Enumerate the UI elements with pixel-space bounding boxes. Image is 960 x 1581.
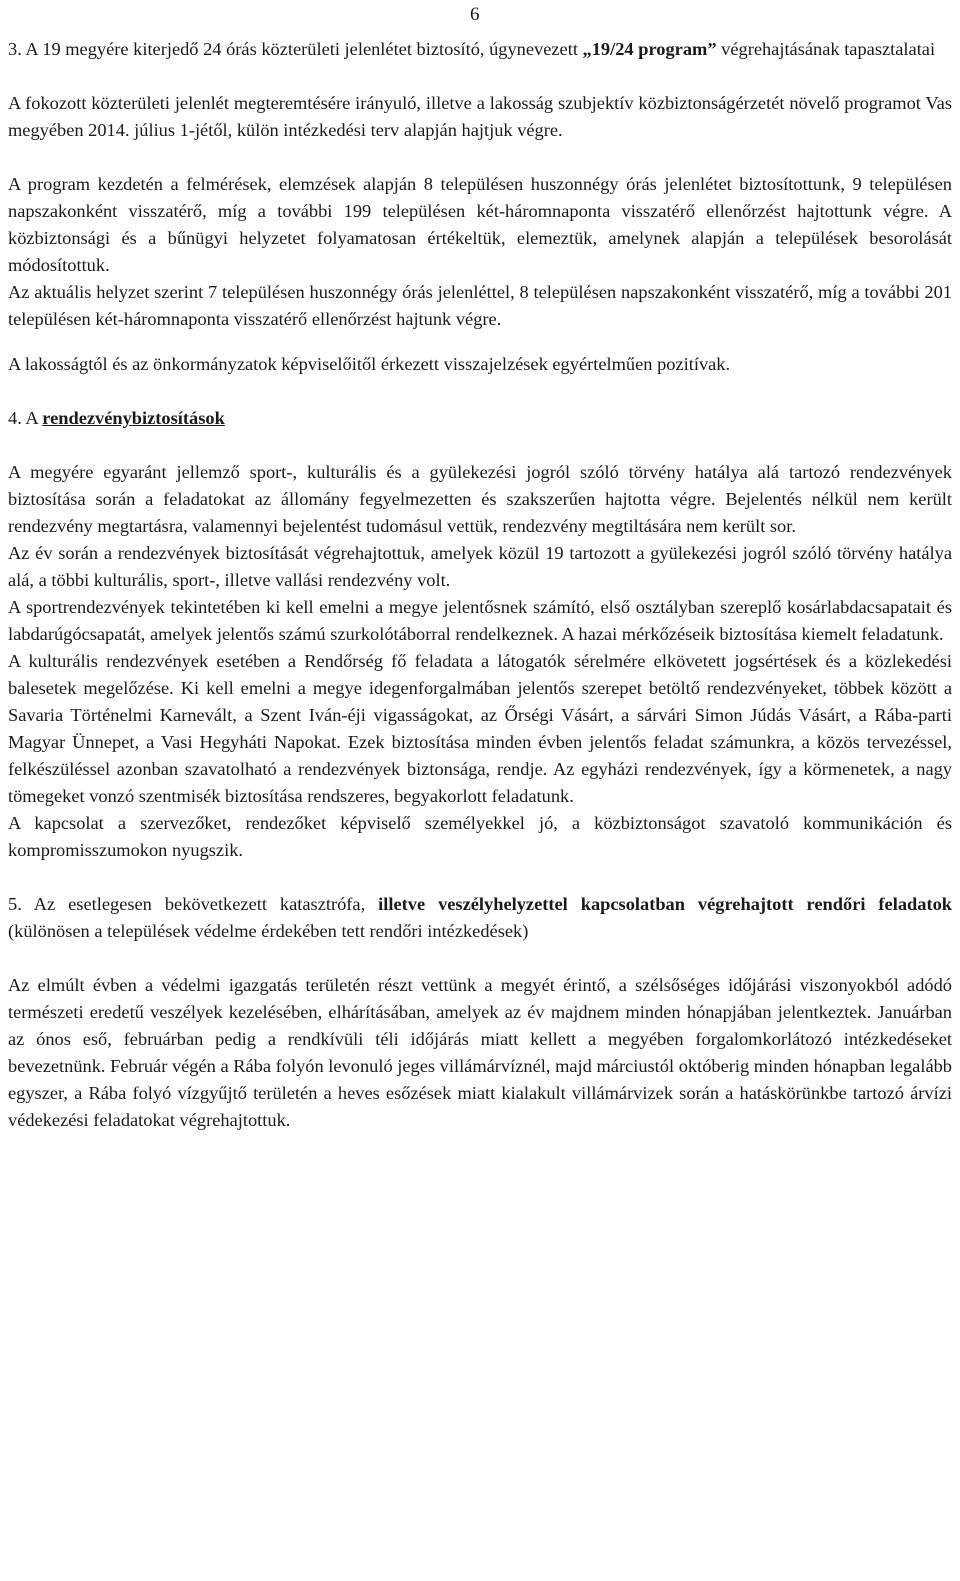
- paragraph-current-status: Az aktuális helyzet szerint 7 településen huszonnégy órás jelenléttel, 8 településen napszakonként visszatérő, míg a további 201 településen két-háromnaponta visszatérő ellenőrzést hajtunk végre.: [8, 282, 952, 329]
- section-3-title-pre: A 19 megyére kiterjedő 24 órás közterületi jelenlétet biztosító, úgynevezett: [21, 39, 583, 59]
- page-number: 6: [470, 4, 480, 25]
- paragraph-feedback: A lakosságtól és az önkormányzatok képviselőitől érkezett visszajelzések egyértelműen pozitívak.: [8, 354, 731, 374]
- paragraph-program-intro: A fokozott közterületi jelenlét megteremtésére irányuló, illetve a lakosság szubjektív közbiztonságérzetét növelő programot Vas megyében 2014. július 1-jétől, külön intézkedési terv alapján hajtjuk végre.: [8, 93, 952, 140]
- section-3-number: 3.: [8, 39, 22, 59]
- paragraph-organizers: A kapcsolat a szervezőket, rendezőket képviselő személyekkel jó, a közbiztonságot szavatoló kommunikáción és kompromisszumokon nyugszik.: [8, 813, 952, 860]
- paragraph-cultural-events: A kulturális rendezvények esetében a Rendőrség fő feladata a látogatók sérelmére elkövetett jogsértések és a közlekedési balesetek megelőzése. Ki kell emelni a megye idegenforgalmában jelentős szerepet betöltő rendezvényeket, többek között a Savaria Történelmi Karnevált, a Szent Iván-éji vigasságokat, az Őrségi Vásárt, a sárvári Simon Júdás Vásárt, a Rába-parti Magyar Ünnepet, a Vasi Hegyháti Napokat. Ezek biztosítása minden évben jelentős feladat számunkra, a közös tervezéssel, felkészüléssel azonban szavatolható a rendezvények biztonsága, rendje. Az egyházi rendezvények, így a körmenetek, a nagy tömegeket vonzó szentmisék biztosítása rendszeres, begyakorlott feladatunk.: [8, 651, 952, 806]
- paragraph-program-start: A program kezdetén a felmérések, elemzések alapján 8 településen huszonnégy órás jelenlétet biztosítottunk, 9 településen napszakonként visszatérő, míg a további 199 településen két-háromnaponta visszatérő ellenőrzést hajtottunk végre. A közbiztonsági és a bűnügyi helyzetet folyamatosan értékeltük, elemeztük, amelynek alapján a települések besorolását módosítottuk.: [8, 174, 952, 275]
- paragraph-sports-events: A sportrendezvények tekintetében ki kell emelni a megye jelentősnek számító, első osztályban szereplő kosárlabdacsapatait és labdarúgócsapatát, amelyek jelentős számú szurkolótáborral rendelkeznek. A hazai mérkőzéseik biztosítása kiemelt feladatunk.: [8, 597, 952, 644]
- paragraph-events-general: A megyére egyaránt jellemző sport-, kulturális és a gyülekezési jogról szóló törvény hatálya alá tartozó rendezvények biztosítása során a feladatokat az állomány fegyelmezetten és szakszerűen hajtotta végre. Bejelentés nélkül nem került rendezvény megtartásra, valamennyi bejelentést tudomásul vettük, rendezvény megtiltására nem került sor.: [8, 462, 952, 536]
- section-3-title-post: végrehajtásának tapasztalatai: [716, 39, 936, 59]
- section-5-pre: 5. Az esetlegesen bekövetkezett katasztrófa,: [8, 894, 379, 914]
- section-4-number: 4. A: [8, 408, 43, 428]
- section-4-heading: [8, 405, 952, 432]
- section-3-title-bold: „19/24 program”: [582, 39, 717, 59]
- section-4-title: rendezvénybiztosítások: [42, 408, 225, 428]
- section-5-post: (különösen a települések védelme érdekében tett rendőri intézkedések): [8, 921, 529, 941]
- paragraph-disaster-response: Az elmúlt évben a védelmi igazgatás területén részt vettünk a megyét érintő, a szélsőséges időjárási viszonyokból adódó természeti eredetű veszélyek kezelésében, elhárításában, amelyek az év majdnem minden hónapjában jelentkeztek. Januárban az ónos eső, februárban pedig a rendkívüli téli időjárás miatt kellett a megyében forgalomkorlátozó intézkedéseket bevezetnünk. Február végén a Rába folyón levonuló jeges villámárvíznél, majd márciustól októberig minden hónapban legalább egyszer, a Rába folyó vízgyűjtő területén a heves esőzések miatt kialakult villámárvizek során a hatáskörünkbe tartozó árvízi védekezési feladatokat végrehajtottuk.: [8, 975, 952, 1130]
- section-3-heading: [8, 36, 952, 63]
- section-5-heading: [8, 891, 952, 945]
- paragraph-events-count: Az év során a rendezvények biztosítását végrehajtottuk, amelyek közül 19 tartozott a gyülekezési jogról szóló törvény hatálya alá, a többi kulturális, sport-, illetve vallási rendezvény volt.: [8, 543, 952, 590]
- section-5-bold: illetve veszélyhelyzettel kapcsolatban végrehajtott rendőri feladatok: [378, 894, 952, 914]
